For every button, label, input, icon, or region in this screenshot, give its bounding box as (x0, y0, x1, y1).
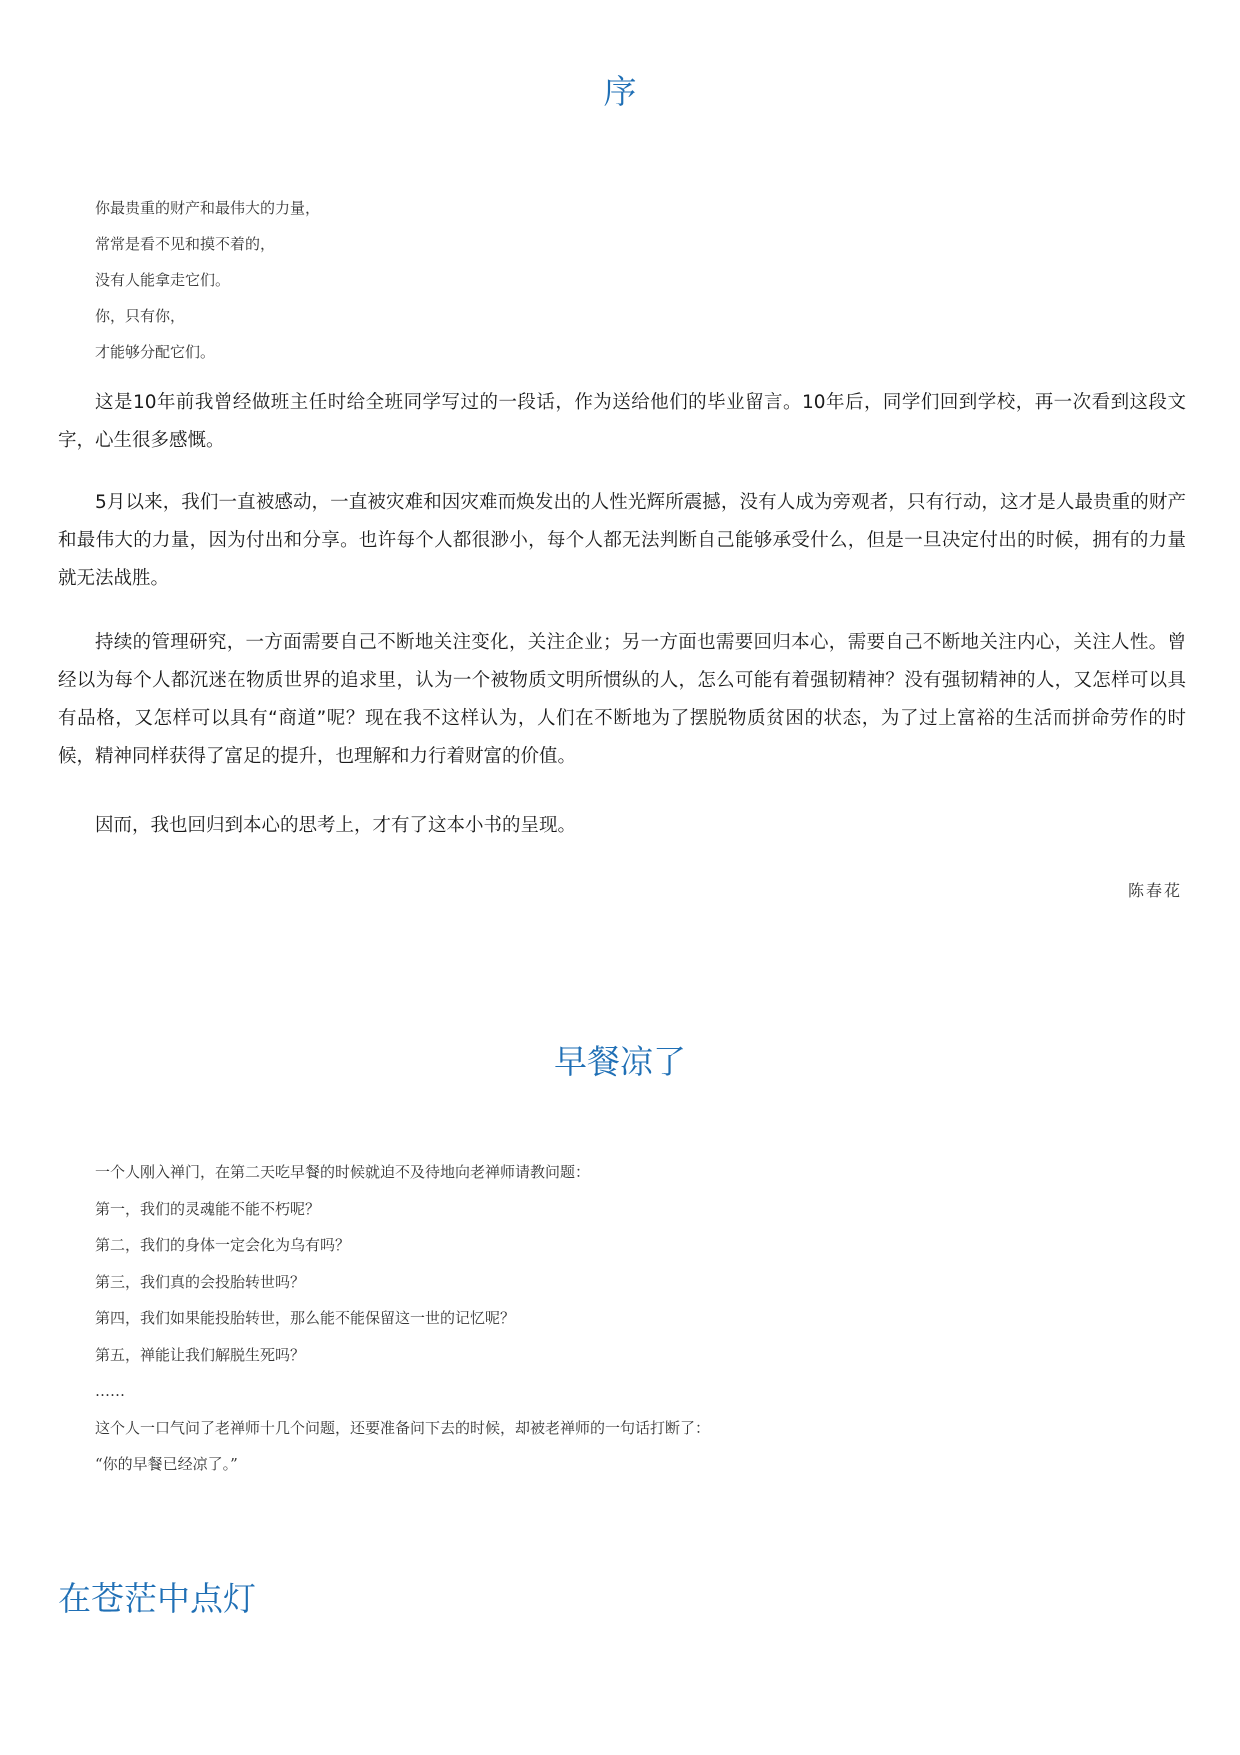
poem-line: 没有人能拿走它们。 (95, 271, 231, 289)
preface-poem (95, 190, 320, 370)
preface-paragraph: 持续的管理研究，一方面需要自己不断地关注变化，关注企业；另一方面也需要回归本心，需要自己不断地关注内心，关注人性。曾经以为每个人都沉迷在物质世界的追求里，认为一个被物质文明所惯纵的人，怎么可能有着强韧精神？没有强韧精神的人，又怎样可以具有品格，又怎样可以具有“商道”呢？现在我不这样认为，人们在不断地为了摆脱物质贫困的状态，为了过上富裕的生活而拼命劳作的时候，精神同样获得了富足的提升，也理解和力行着财富的价值。 (58, 632, 1186, 767)
preface-body (58, 384, 1186, 460)
story-line: 第二，我们的身体一定会化为乌有吗？ (95, 1236, 351, 1254)
story-body (95, 1154, 710, 1483)
story-title: 早餐凉了 (554, 1042, 686, 1081)
story-line: 第五，禅能让我们解脱生死吗？ (95, 1345, 306, 1364)
preface-title: 序 (603, 72, 637, 111)
story-line: 一个人刚入禅门，在第二天吃早餐的时候就迫不及待地向老禅师请教问题： (95, 1163, 591, 1181)
story-line: 第一，我们的灵魂能不能不朽呢？ (95, 1199, 321, 1218)
preface-paragraph: 5月以来，我们一直被感动，一直被灾难和因灾难而焕发出的人性光辉所震撼，没有人成为旁观者，只有行动，这才是人最贵重的财产和最伟大的力量，因为付出和分享。也许每个人都很渺小，每个人都无法判断自己能够承受什么，但是一旦决定付出的时候，拥有的力量就无法战胜。 (58, 492, 1186, 589)
poem-line: 才能够分配它们。 (95, 343, 216, 361)
preface-body (58, 624, 1186, 776)
preface-body (58, 807, 1186, 845)
story-line: “你的早餐已经凉了。” (95, 1455, 238, 1473)
preface-paragraph: 这是10年前我曾经做班主任时给全班同学写过的一段话，作为送给他们的毕业留言。10年后，同学们回到学校，再一次看到这段文字，心生很多感慨。 (58, 392, 1186, 451)
poem-line: 你最贵重的财产和最伟大的力量， (95, 199, 321, 217)
preface-body (58, 484, 1186, 598)
preface-signature: 陈春花 (1127, 881, 1182, 900)
poem-line: 常常是看不见和摸不着的， (95, 235, 276, 253)
poem-line: 你，只有你， (95, 307, 186, 325)
next-section-title: 在苍茫中点灯 (58, 1579, 256, 1618)
story-line: …… (95, 1382, 125, 1400)
preface-paragraph: 因而，我也回归到本心的思考上，才有了这本小书的呈现。 (95, 815, 577, 836)
story-line: 第三，我们真的会投胎转世吗？ (95, 1272, 306, 1291)
story-line: 第四，我们如果能投胎转世，那么能不能保留这一世的记忆呢？ (95, 1309, 516, 1327)
story-line: 这个人一口气问了老禅师十几个问题，还要准备问下去的时候，却被老禅师的一句话打断了： (95, 1418, 711, 1437)
